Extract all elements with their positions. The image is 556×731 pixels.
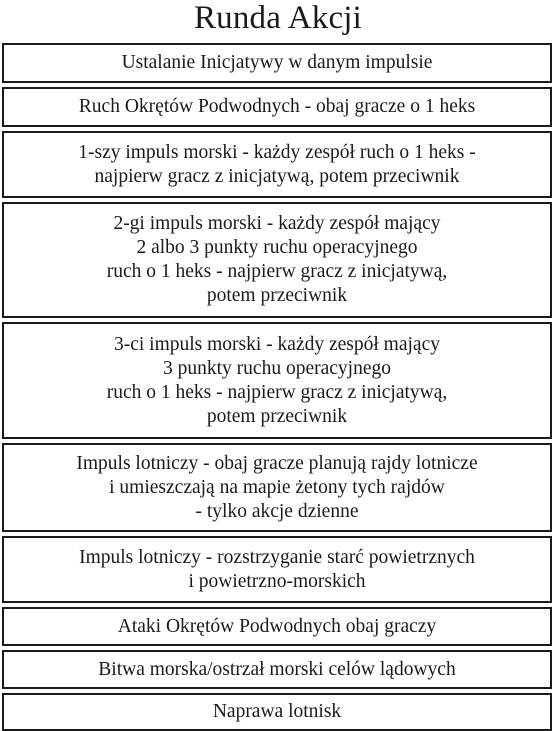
step-naval-impulse-1: 1-szy impuls morski - każdy zespół ruch o 1 heks - najpierw gracz z inicjatywą, potem przeciwnik bbox=[2, 131, 552, 198]
step-airfield-repair: Naprawa lotnisk bbox=[2, 693, 552, 731]
step-naval-impulse-2: 2-gi impuls morski - każdy zespół mający 2 albo 3 punkty ruchu operacyjnego ruch o 1 heks - najpierw gracz z inicjatywą, potem przeciwnik bbox=[2, 202, 552, 318]
step-submarine-movement: Ruch Okrętów Podwodnych - obaj gracze o 1 heks bbox=[2, 87, 552, 127]
step-initiative: Ustalanie Inicjatywy w danym impulsie bbox=[2, 43, 552, 83]
step-air-impulse-planning: Impuls lotniczy - obaj gracze planują rajdy lotnicze i umieszczają na mapie żetony tych rajdów - tylko akcje dzienne bbox=[2, 443, 552, 532]
step-air-impulse-resolution: Impuls lotniczy - rozstrzyganie starć powietrznych i powietrzno-morskich bbox=[2, 536, 552, 603]
page-title: Runda Akcji bbox=[193, 0, 363, 36]
step-naval-impulse-3: 3-ci impuls morski - każdy zespół mający 3 punkty ruchu operacyjnego ruch o 1 heks - najpierw gracz z inicjatywą, potem przeciwnik bbox=[2, 322, 552, 439]
action-round-table bbox=[2, 43, 552, 731]
step-naval-battle: Bitwa morska/ostrzał morski celów lądowych bbox=[2, 650, 552, 689]
step-submarine-attacks: Ataki Okrętów Podwodnych obaj graczy bbox=[2, 607, 552, 646]
